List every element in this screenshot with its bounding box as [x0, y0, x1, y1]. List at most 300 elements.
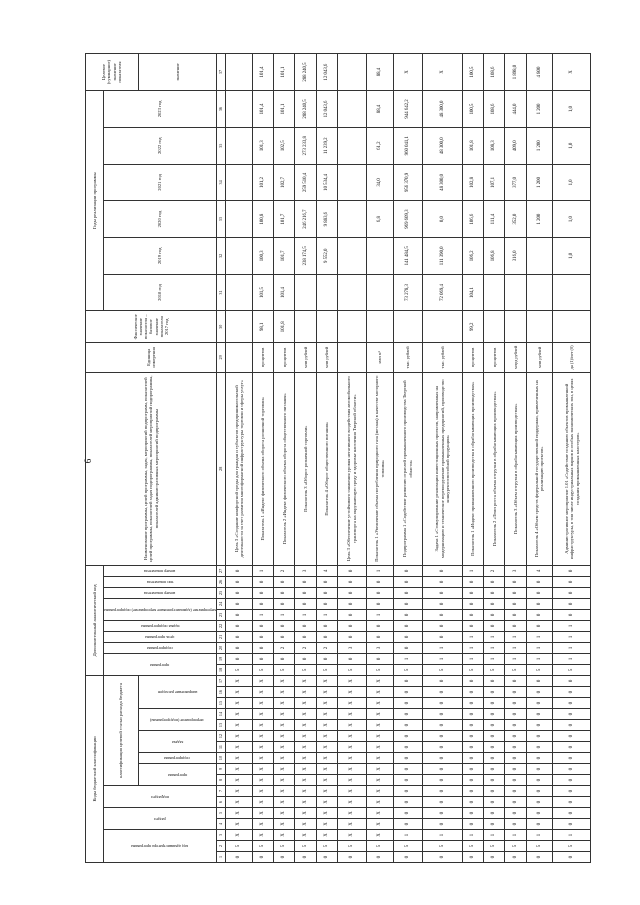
code-cell: 0 [526, 620, 553, 631]
code-cell: X [337, 753, 366, 764]
code-cell: 5 [484, 664, 505, 675]
code-cell: X [225, 797, 252, 808]
code-cell: 0 [422, 620, 462, 631]
code-cell: X [252, 698, 273, 709]
row-year-value: 409,0 [505, 127, 526, 164]
code-cell: 0 [553, 709, 591, 720]
code-cell: X [225, 775, 252, 786]
row-unit [337, 343, 366, 372]
head-class-0 [138, 764, 216, 786]
code-cell: 0 [422, 753, 462, 764]
code-cell: 0 [252, 620, 273, 631]
code-cell: X [225, 742, 252, 753]
code-cell: 1 [366, 565, 393, 576]
code-cell: 0 [526, 720, 553, 731]
code-cell: 0 [505, 852, 526, 863]
code-cell: X [295, 786, 316, 797]
code-cell: 0 [422, 698, 462, 709]
code-cell: 1 [393, 653, 422, 664]
code-cell: 0 [393, 565, 422, 576]
table-row [337, 54, 366, 863]
colnum: 33 [216, 201, 225, 238]
code-cell: 0 [337, 620, 366, 631]
code-cell: 0 [422, 720, 462, 731]
code-cell: X [337, 819, 366, 830]
code-cell: 5 [526, 664, 553, 675]
row-unit [225, 343, 252, 372]
row-year-value: 960 041,1 [393, 127, 422, 164]
code-cell: X [366, 797, 393, 808]
code-cell: X [225, 808, 252, 819]
code-cell: 0 [366, 631, 393, 642]
row-target: 108,6 [484, 54, 505, 91]
row-year-value [225, 91, 252, 128]
code-cell: 0 [295, 598, 316, 609]
code-cell: X [252, 675, 273, 686]
code-cell: 0 [316, 576, 337, 587]
code-cell: 0 [422, 852, 462, 863]
colnum: 32 [216, 237, 225, 274]
code-cell: 0 [505, 620, 526, 631]
colnum-code: 5 [216, 808, 225, 819]
row-base [393, 311, 422, 343]
code-cell: 1 [422, 653, 462, 664]
code-cell: 0 [505, 720, 526, 731]
code-cell: X [295, 808, 316, 819]
row-year-value: 102,7 [274, 164, 295, 201]
code-cell: 0 [553, 609, 591, 620]
code-cell: 0 [462, 852, 483, 863]
row-year-value: 101,8 [462, 127, 483, 164]
row-year-value: 969 609,3 [393, 201, 422, 238]
head-analytic-1 [104, 642, 217, 653]
table-row [295, 54, 316, 863]
code-cell: 0 [484, 731, 505, 742]
head-analytic-2 [104, 631, 217, 642]
code-cell: 5 [505, 841, 526, 852]
colnum-code: 19 [216, 653, 225, 664]
code-cell: 0 [422, 709, 462, 720]
colnum-code: 1 [216, 852, 225, 863]
code-cell: X [274, 675, 295, 686]
code-cell: 0 [526, 753, 553, 764]
code-cell: 0 [505, 675, 526, 686]
code-cell: X [366, 720, 393, 731]
table-row [553, 54, 591, 863]
code-cell: 0 [422, 565, 462, 576]
code-cell: 0 [484, 819, 505, 830]
row-base [422, 311, 462, 343]
head-class-3 [138, 709, 216, 731]
head-analytic-0-text: программа [150, 662, 170, 668]
code-cell: 0 [553, 775, 591, 786]
row-name: Показатель 2 «Индекс физического объема оборота общественного питания» [274, 372, 295, 565]
row-year-value [225, 201, 252, 238]
code-cell: 0 [393, 598, 422, 609]
row-year-value: 273 233,8 [295, 127, 316, 164]
code-cell: 0 [225, 620, 252, 631]
code-cell: 5 [337, 664, 366, 675]
code-cell: 0 [505, 764, 526, 775]
code-cell: 1 [252, 565, 273, 576]
code-cell: X [366, 786, 393, 797]
head-subsection [104, 786, 217, 808]
head-unit: Единица измерения [86, 343, 217, 372]
code-cell: 0 [462, 609, 483, 620]
row-year-value: 10 534,4 [316, 164, 337, 201]
code-cell: X [316, 808, 337, 819]
code-cell: X [274, 764, 295, 775]
code-cell: 5 [337, 841, 366, 852]
code-cell: 3 [337, 642, 366, 653]
code-cell: 0 [505, 587, 526, 598]
code-cell: 0 [462, 764, 483, 775]
colnum-code: 12 [216, 731, 225, 742]
code-cell: 0 [462, 753, 483, 764]
code-cell: 0 [393, 731, 422, 742]
code-cell: 0 [337, 587, 366, 598]
row-year-value: 259 510,4 [295, 164, 316, 201]
code-cell: X [252, 830, 273, 841]
colnum: 30 [216, 311, 225, 343]
head-years-group: Годы реализации программы [86, 91, 104, 311]
head-target-group: Целевое (суммарное) значение показателя [86, 54, 139, 91]
code-cell: X [316, 819, 337, 830]
code-cell: 1 [553, 642, 591, 653]
head-class-1 [138, 753, 216, 764]
code-cell: X [274, 830, 295, 841]
row-unit: млрд рублей [505, 343, 526, 372]
row-unit: тыс. рублей [393, 343, 422, 372]
code-cell: 0 [337, 565, 366, 576]
code-cell: 0 [462, 808, 483, 819]
code-cell: 5 [553, 664, 591, 675]
code-cell: 0 [274, 852, 295, 863]
row-year-value [337, 164, 366, 201]
row-name: Показатель 4 «Оборот общественного питания» [316, 372, 337, 565]
row-year-value: 104,1 [462, 274, 483, 311]
code-cell: 5 [225, 664, 252, 675]
code-cell: 0 [393, 576, 422, 587]
row-year-value: 238 174,5 [295, 237, 316, 274]
table-row [252, 54, 273, 863]
row-year-value: 1 200 [526, 164, 553, 201]
row-year-value: 111 390,0 [422, 237, 462, 274]
row-year-value: 100,5 [462, 91, 483, 128]
row-year-value: 108,3 [484, 127, 505, 164]
code-cell: 5 [422, 841, 462, 852]
code-cell: 0 [422, 819, 462, 830]
row-year-value: 101,1 [274, 91, 295, 128]
row-base [484, 311, 505, 343]
code-cell: 0 [462, 709, 483, 720]
code-cell: 0 [462, 576, 483, 587]
row-base [553, 311, 591, 343]
code-cell: 0 [484, 675, 505, 686]
code-cell: X [337, 786, 366, 797]
code-cell: X [252, 808, 273, 819]
table-row [422, 54, 462, 863]
row-target: 88,4 [366, 54, 393, 91]
code-cell: 1 [484, 631, 505, 642]
code-cell: 0 [295, 620, 316, 631]
code-cell: X [366, 819, 393, 830]
code-cell: 0 [484, 687, 505, 698]
colnum-code: 7 [216, 786, 225, 797]
code-cell: 0 [366, 598, 393, 609]
head-class-3-text: мероприятие (подпрограммы) [150, 717, 205, 723]
code-cell: X [274, 709, 295, 720]
code-cell: 0 [393, 687, 422, 698]
code-cell: 1 [505, 830, 526, 841]
row-year-value: 107,1 [484, 164, 505, 201]
code-cell: 0 [526, 609, 553, 620]
code-cell: X [337, 775, 366, 786]
row-year-value [484, 274, 505, 311]
colnum-code: 23 [216, 609, 225, 620]
row-target: 1 898,0 [505, 54, 526, 91]
code-cell: X [274, 753, 295, 764]
code-cell: 0 [316, 598, 337, 609]
code-cell: X [337, 808, 366, 819]
code-cell: 0 [553, 731, 591, 742]
row-year-value [225, 274, 252, 311]
table-rotator [85, 53, 580, 863]
code-cell: 0 [295, 576, 316, 587]
code-cell: 5 [295, 664, 316, 675]
code-cell: X [225, 819, 252, 830]
code-cell: X [337, 731, 366, 742]
head-budget-codes: Коды бюджетной классификации [86, 675, 104, 862]
code-cell: 0 [337, 576, 366, 587]
head-year-4: 2022 год [104, 127, 217, 164]
row-unit: процентов [252, 343, 273, 372]
code-cell: 1 [462, 830, 483, 841]
code-cell: 1 [553, 830, 591, 841]
row-unit: млн м³ [366, 343, 393, 372]
row-year-value: 444,0 [505, 91, 526, 128]
code-cell: X [225, 698, 252, 709]
colnum-code: 16 [216, 687, 225, 698]
row-year-value: 1,0 [553, 237, 591, 274]
row-base [366, 311, 393, 343]
head-year-2: 2020 год [104, 201, 217, 238]
program-indicators-table [85, 53, 591, 863]
code-cell: 0 [505, 797, 526, 808]
code-cell: 1 [505, 642, 526, 653]
row-unit: процентов [462, 343, 483, 372]
code-cell: 0 [484, 698, 505, 709]
row-year-value: 106,6 [462, 201, 483, 238]
code-cell: 0 [484, 786, 505, 797]
colnum: 31 [216, 274, 225, 311]
colnum-code: 4 [216, 819, 225, 830]
row-year-value: 100,8 [252, 201, 273, 238]
code-cell: X [366, 709, 393, 720]
colnum-code: 17 [216, 675, 225, 686]
row-name: Показатель 1 «Индекс физического объема оборота розничной торговли» [252, 372, 273, 565]
row-base: 98,1 [252, 311, 273, 343]
row-year-value: 48 300,0 [422, 127, 462, 164]
code-cell: 0 [393, 631, 422, 642]
colnum-code: 15 [216, 698, 225, 709]
row-year-value: 1 200 [526, 91, 553, 128]
code-cell: 0 [422, 764, 462, 775]
code-cell: 0 [316, 587, 337, 598]
code-cell: 0 [462, 598, 483, 609]
row-year-value: 88,4 [366, 91, 393, 128]
row-year-value: 9 552,0 [316, 237, 337, 274]
code-cell: 0 [337, 609, 366, 620]
code-cell: 0 [422, 587, 462, 598]
row-name: Показатель 3 «Объем отгрузки в обрабатывающих производствах» [505, 372, 526, 565]
table-row [225, 54, 252, 863]
code-cell: 3 [366, 642, 393, 653]
head-analytic-3-text: задача подпрограммы [140, 624, 180, 630]
head-analytic-4-text: мероприятие (административное мероприятие) подпрограммы [104, 607, 216, 613]
code-cell: 0 [484, 576, 505, 587]
row-name: Показатель 1 «Индекс промышленного производства в обрабатывающих производствах» [462, 372, 483, 565]
row-year-value: 108,6 [484, 91, 505, 128]
code-cell: 1 [526, 642, 553, 653]
row-year-value: 1,0 [553, 91, 591, 128]
code-cell: X [337, 764, 366, 775]
code-cell: 0 [225, 576, 252, 587]
code-cell: 0 [553, 764, 591, 775]
head-base: Фактическое значение показателя – базовое значение показателя 2017 год [86, 311, 217, 343]
code-cell: 0 [295, 653, 316, 664]
table-row [484, 54, 505, 863]
row-year-value [337, 201, 366, 238]
code-cell: X [337, 830, 366, 841]
code-cell: X [274, 819, 295, 830]
code-cell: 0 [393, 675, 422, 686]
table-body [225, 54, 590, 863]
code-cell: 5 [462, 841, 483, 852]
code-cell: 4 [526, 565, 553, 576]
row-year-value: 141 484,5 [393, 237, 422, 274]
code-cell: 0 [505, 808, 526, 819]
row-base [337, 311, 366, 343]
code-cell: 0 [316, 852, 337, 863]
row-unit: млн рублей [295, 343, 316, 372]
colnum-code: 6 [216, 797, 225, 808]
code-cell: 5 [252, 664, 273, 675]
code-cell: X [366, 764, 393, 775]
code-cell: 0 [505, 598, 526, 609]
code-cell: X [295, 797, 316, 808]
code-cell: 0 [505, 709, 526, 720]
code-cell: 5 [462, 664, 483, 675]
code-cell: 5 [225, 841, 252, 852]
code-cell: X [225, 764, 252, 775]
head-year-1: 2019 год [104, 237, 217, 274]
colnum-code: 11 [216, 742, 225, 753]
code-cell: 2 [316, 642, 337, 653]
table-row [316, 54, 337, 863]
row-target: 101,4 [252, 54, 273, 91]
row-year-value [316, 274, 337, 311]
row-base [225, 311, 252, 343]
code-cell: 0 [526, 576, 553, 587]
code-cell: 0 [393, 609, 422, 620]
colnum: 29 [216, 343, 225, 372]
code-cell: X [316, 775, 337, 786]
code-cell: X [252, 753, 273, 764]
row-year-value: 1 200 [526, 201, 553, 238]
row-year-value: 101,5 [252, 274, 273, 311]
row-year-value: 111,4 [484, 201, 505, 238]
head-class-2-text: задача [171, 739, 183, 745]
code-cell: 0 [553, 576, 591, 587]
code-cell: 0 [274, 631, 295, 642]
row-year-value: 61,2 [366, 127, 393, 164]
code-cell: 5 [252, 841, 273, 852]
code-cell: 0 [252, 631, 273, 642]
page-number: 6 [83, 458, 93, 464]
code-cell: 0 [393, 698, 422, 709]
code-cell: 1 [484, 642, 505, 653]
code-cell: X [316, 764, 337, 775]
code-cell: 0 [393, 709, 422, 720]
row-name: Показатель 3 «Оборот розничной торговли» [295, 372, 316, 565]
row-year-value: 6,8 [366, 201, 393, 238]
head-section-text: раздел [154, 816, 166, 822]
code-cell: 0 [393, 764, 422, 775]
row-base [316, 311, 337, 343]
code-cell: 0 [553, 598, 591, 609]
row-year-value: 101,2 [252, 164, 273, 201]
row-target: 100,5 [462, 54, 483, 91]
code-cell: 0 [484, 709, 505, 720]
colnum-code: 2 [216, 841, 225, 852]
colnum: 35 [216, 127, 225, 164]
row-year-value [526, 274, 553, 311]
colnum-code: 14 [216, 709, 225, 720]
code-cell: 1 [393, 830, 422, 841]
code-cell: 0 [526, 852, 553, 863]
colnum-code: 18 [216, 664, 225, 675]
code-cell: 0 [484, 797, 505, 808]
row-year-value: 102,5 [274, 127, 295, 164]
code-cell: 5 [366, 841, 393, 852]
row-year-value: 11 239,2 [316, 127, 337, 164]
row-name: Подпрограмма 1 «Содействие развитию отраслей промышленного производства Тверской области» [393, 372, 422, 565]
code-cell: X [366, 698, 393, 709]
code-cell: X [337, 675, 366, 686]
code-cell: 5 [526, 841, 553, 852]
code-cell: 0 [225, 609, 252, 620]
colnum-code: 22 [216, 620, 225, 631]
code-cell: X [225, 753, 252, 764]
code-cell: X [252, 819, 273, 830]
code-cell: X [316, 731, 337, 742]
code-cell: 5 [505, 664, 526, 675]
code-cell: 0 [462, 698, 483, 709]
code-cell: X [252, 742, 273, 753]
row-year-value: 352,0 [505, 201, 526, 238]
code-cell: 0 [422, 631, 462, 642]
code-cell: 1 [526, 653, 553, 664]
code-cell: X [252, 764, 273, 775]
head-analytic-7-text: номер показателя [144, 569, 176, 575]
row-year-value: 1,0 [553, 164, 591, 201]
code-cell: X [252, 687, 273, 698]
code-cell: X [295, 742, 316, 753]
row-unit: млн рублей [316, 343, 337, 372]
row-year-value [337, 274, 366, 311]
code-cell: 0 [295, 852, 316, 863]
